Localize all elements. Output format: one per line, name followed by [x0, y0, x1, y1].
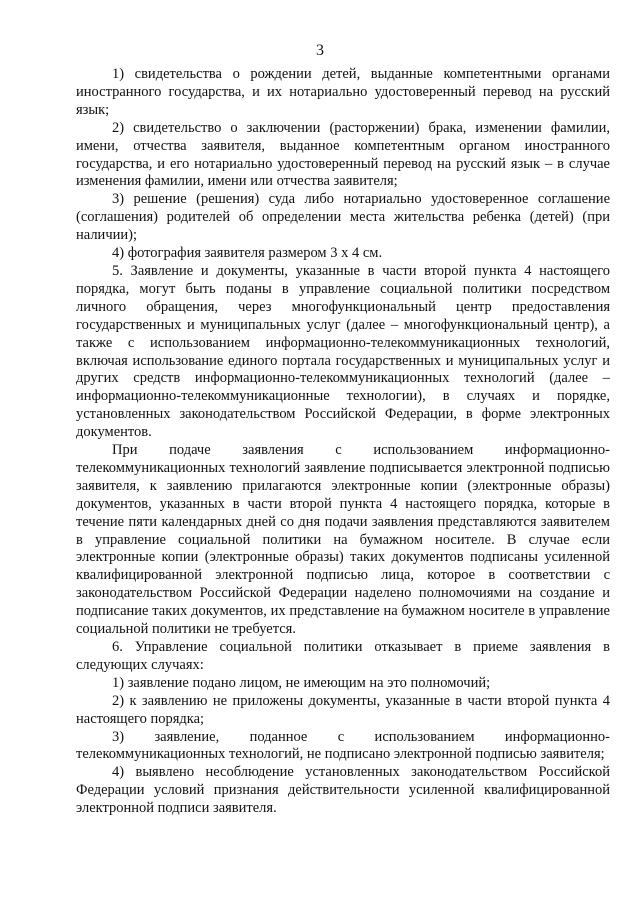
- paragraph-electronic-submission: При подаче заявления с использованием информационно-телекоммуникационных технологий заявление подписывается электронной подписью заявителя, к заявлению прилагаются электронные копии (электронные образы) документов, указанных в части второй пункта 4 настоящего порядка, которые в течение пяти календарных дней со дня подачи заявления представляются заявителем в управление социальной политики на бумажном носителе. В случае если электронные копии (электронные образы) таких документов подписаны усиленной квалифицированной электронной подписью лица, которое в соответствии с законодательством Российской Федерации наделено полномочиями на создание и подписание таких документов, их представление на бумажном носителе в управление социальной политики не требуется.: [76, 442, 610, 638]
- paragraph-section-5: 5. Заявление и документы, указанные в части второй пункта 4 настоящего порядка, могут быть поданы в управление социальной политики посредством личного обращения, через многофункциональный центр предоставления государственных и муниципальных услуг (далее – многофункциональный центр), а также с использованием информационно-телекоммуникационных технологий, включая использование единого портала государственных и муниципальных услуг и других средств информационно-телекоммуникационных технологий (далее – информационно-телекоммуникационные технологии), в случаях и порядке, установленных законодательством Российской Федерации, в форме электронных документов.: [76, 262, 610, 441]
- paragraph-refusal-3: 3) заявление, поданное с использованием информационно-телекоммуникационных технологий, не подписано электронной подписью заявителя;: [76, 728, 610, 763]
- paragraph-item-2-marriage-certificate: 2) свидетельство о заключении (расторжении) брака, изменении фамилии, имени, отчества заявителя, выданное компетентным органом иностранного государства, и его нотариально удостоверенный перевод на русский язык – в случае изменения фамилии, имени или отчества заявителя;: [76, 119, 610, 190]
- paragraph-refusal-1: 1) заявление подано лицом, не имеющим на это полномочий;: [112, 674, 491, 691]
- page-number: 3: [316, 42, 324, 59]
- paragraph-item-4-photo: 4) фотография заявителя размером 3 х 4 см.: [112, 245, 383, 262]
- paragraph-item-3-court-decision: 3) решение (решения) суда либо нотариально удостоверенное соглашение (соглашения) родителей об определении места жительства ребенка (детей) (при наличии);: [76, 191, 610, 244]
- paragraph-refusal-2: 2) к заявлению не приложены документы, указанные в части второй пункта 4 настоящего порядка;: [76, 692, 610, 727]
- paragraph-refusal-4: 4) выявлено несоблюдение установленных законодательством Российской Федерации условий признания действительности усиленной квалифицированной электронной подписи заявителя.: [76, 764, 610, 817]
- paragraph-item-1-birth-certificates: 1) свидетельства о рождении детей, выданные компетентными органами иностранного государства, и их нотариально удостоверенный перевод на русский язык;: [76, 66, 610, 118]
- paragraph-section-6: 6. Управление социальной политики отказывает в приеме заявления в следующих случаях:: [76, 639, 610, 673]
- document-body: [76, 66, 610, 818]
